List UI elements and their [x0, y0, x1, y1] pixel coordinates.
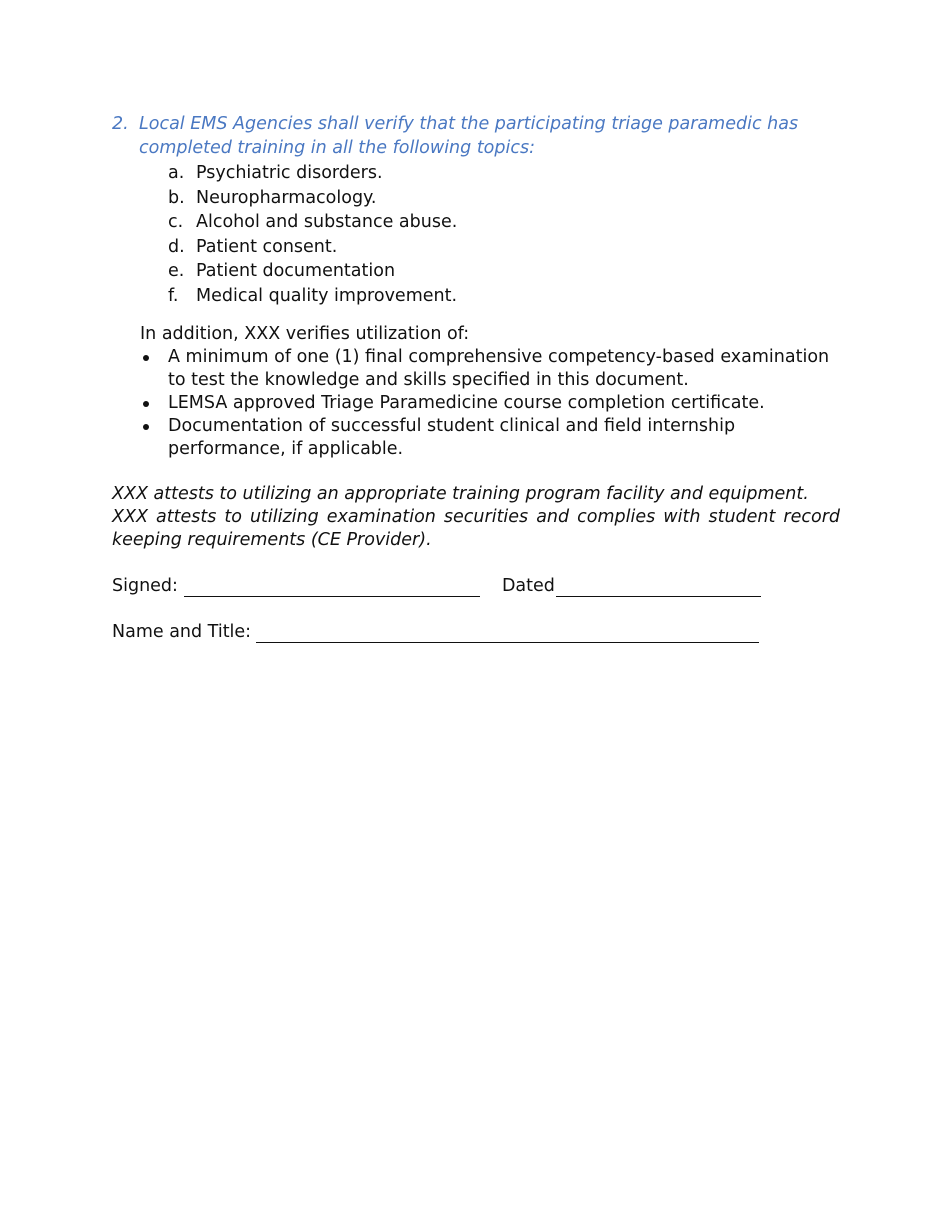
list-item-text: A minimum of one (1) final comprehensive competency-based examination to test the knowledge and skills specified in this document. [168, 347, 830, 390]
training-topics-list [168, 161, 840, 308]
list-item-text: Patient documentation [196, 261, 396, 281]
section-number: 2. [112, 114, 129, 134]
list-marker: a. [168, 163, 185, 183]
attestation-block [112, 483, 840, 552]
list-item [168, 259, 840, 284]
document-page [112, 112, 840, 643]
list-marker: c. [168, 212, 184, 232]
list-marker: f. [168, 285, 179, 306]
list-item [140, 415, 840, 461]
list-item-text: Alcohol and substance abuse. [196, 212, 458, 232]
list-item-text: Neuropharmacology. [196, 187, 377, 208]
list-item [168, 235, 840, 260]
list-item [168, 161, 840, 186]
list-item-text: Patient consent. [196, 236, 338, 257]
signature-row [112, 575, 840, 597]
signed-label: Signed: [112, 576, 178, 596]
list-item [140, 392, 840, 415]
list-item [168, 186, 840, 211]
dated-label: Dated [501, 576, 555, 596]
list-item [168, 284, 840, 309]
section-heading-text: Local EMS Agencies shall verify that the participating triage paramedic has completed training in all the following topics: [139, 114, 799, 158]
section-heading [112, 112, 840, 160]
list-marker: e. [168, 261, 185, 281]
list-marker: b. [168, 187, 185, 208]
list-item-text: Medical quality improvement. [196, 285, 458, 306]
utilization-bullet-list [140, 346, 840, 461]
list-item [140, 346, 840, 392]
utilization-intro: In addition, XXX verifies utilization of: [140, 324, 470, 344]
list-item-text: Documentation of successful student clinical and field internship performance, if applicable. [168, 416, 736, 459]
list-marker: d. [168, 236, 185, 257]
attestation-line-securities: XXX attests to utilizing examination securities and complies with student record keeping requirements (CE Provider). [112, 507, 840, 550]
name-title-row [112, 621, 840, 643]
dated-field[interactable] [556, 578, 761, 597]
list-item-text: LEMSA approved Triage Paramedicine course completion certificate. [168, 393, 765, 413]
name-title-label: Name and Title: [112, 622, 252, 642]
signed-field[interactable] [184, 578, 480, 597]
attestation-line-facility: XXX attests to utilizing an appropriate training program facility and equipment. [112, 484, 809, 504]
list-item-text: Psychiatric disorders. [196, 163, 383, 183]
bullet-icon [140, 392, 168, 415]
bullet-icon [140, 415, 168, 461]
bullet-icon [140, 346, 168, 392]
list-item [168, 210, 840, 235]
name-title-field[interactable] [256, 624, 759, 643]
